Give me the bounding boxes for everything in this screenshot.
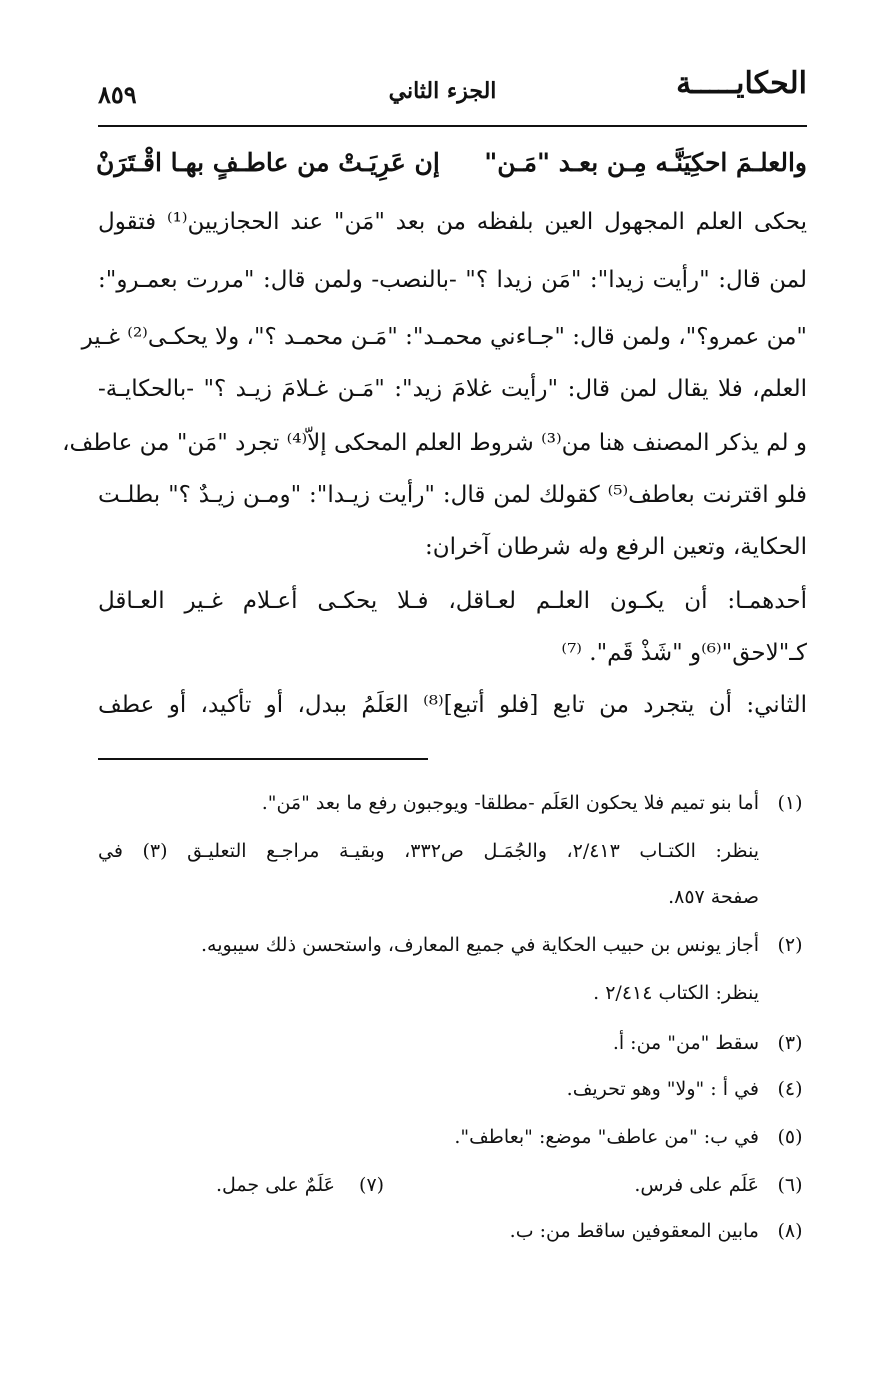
footnote-5 [98, 1122, 807, 1154]
footnote-2 [98, 930, 807, 962]
footnote-text: أما بنو تميم فلا يحكون العَلَم -مطلقا- ويوجبون رفع ما بعد "مَن". [261, 792, 759, 814]
footnote-text: سقط "من" من: أ. [612, 1032, 759, 1054]
body-line: الثاني: أن يتجرد من تابع [فلو أتبع]⁽⁸⁾ العَلَمُ ببدل، أو تأكيد، أو عطف [98, 692, 807, 718]
footnote-number: (٤) [777, 1078, 803, 1100]
page-number: ٨٥٩ [98, 80, 137, 109]
footnote-number: (٧) [359, 1174, 385, 1196]
footnote-text: صفحة ٨٥٧. [668, 886, 759, 908]
chapter-title: الحكايـــــة [676, 66, 807, 101]
footnote-number: (٣) [777, 1032, 803, 1054]
footnote-text: في أ : "ولا" وهو تحريف. [566, 1078, 759, 1100]
footnote-number: (٨) [777, 1220, 803, 1242]
footnote-text: عَلَم على فرس. [634, 1174, 759, 1196]
footnote-8 [98, 1216, 807, 1248]
footnote-number: (٥) [777, 1126, 803, 1148]
footnote-number: (٦) [777, 1174, 803, 1196]
body-line: العلم، فلا يقال لمن قال: "رأيت غلامَ زيد": "مَـن غـلامَ زيـد ؟" -بالحكايـة- [98, 376, 807, 402]
body-line: فلو اقترنت بعاطف⁽⁵⁾ كقولك لمن قال: "رأيت زيـدا": "ومـن زيـدٌ ؟" بطلـت [98, 482, 807, 508]
footnote-number: (١) [777, 792, 803, 814]
footnote-7 [216, 1170, 384, 1200]
verse-hemistich-2: إن عَرِيَـتْ من عاطـفٍ بهـا اقْـتَرَنْ [96, 148, 440, 177]
part-label: الجزء الثاني [388, 78, 497, 104]
body-line: لمن قال: "رأيت زيدا": "مَن زيدا ؟" -بالنصب- ولمن قال: "مررت بعمـرو": [98, 267, 807, 293]
body-line: كـ"لاحق"⁽⁶⁾و "شَذْ قَم". ⁽⁷⁾ [561, 640, 807, 666]
body-line: يحكى العلم المجهول العين بلفظه من بعد "مَن" عند الحجازيين⁽¹⁾ فتقول [98, 209, 808, 235]
footnote-separator [98, 758, 428, 760]
footnote-text: ينظر: الكتـاب ٢/٤١٣، والجُمَـل ص٣٣٢، وبقيـة مراجـع التعليـق (٣) في [98, 840, 760, 862]
footnote-6 [98, 1170, 807, 1202]
verse-hemistich-1: والعلـمَ احكِيَنَّـه مِـن بعـد "مَـن" [484, 148, 807, 177]
header-rule [98, 125, 807, 127]
body-line: أحدهمـا: أن يكـون العلـم لعـاقل، فـلا يحكـى أعـلام غـير العـاقل [98, 588, 807, 614]
footnote-1 [98, 788, 807, 820]
footnote-text: ينظر: الكتاب ٢/٤١٤ . [593, 982, 759, 1004]
verse [96, 148, 807, 192]
footnote-text: عَلَمٌ على جمل. [216, 1174, 335, 1196]
body-line: الحكاية، وتعين الرفع وله شرطان آخران: [425, 534, 807, 560]
body-line: و لم يذكر المصنف هنا من⁽³⁾ شروط العلم المحكى إلاّ⁽⁴⁾ تجرد "مَن" من عاطف، [62, 430, 807, 456]
footnote-text: في ب: "من عاطف" موضع: "بعاطف". [454, 1126, 759, 1148]
footnote-3 [98, 1028, 807, 1060]
body-line: "من عمرو؟"، ولمن قال: "جـاءني محمـد": "مَـن محمـد ؟"، ولا يحكـى⁽²⁾ غـير [81, 324, 807, 350]
footnote-text: مابين المعقوفين ساقط من: ب. [509, 1220, 759, 1242]
footnote-text: أجاز يونس بن حبيب الحكاية في جميع المعارف، واستحسن ذلك سيبويه. [201, 934, 759, 956]
footnote-4 [98, 1074, 807, 1106]
footnote-number: (٢) [777, 934, 803, 956]
